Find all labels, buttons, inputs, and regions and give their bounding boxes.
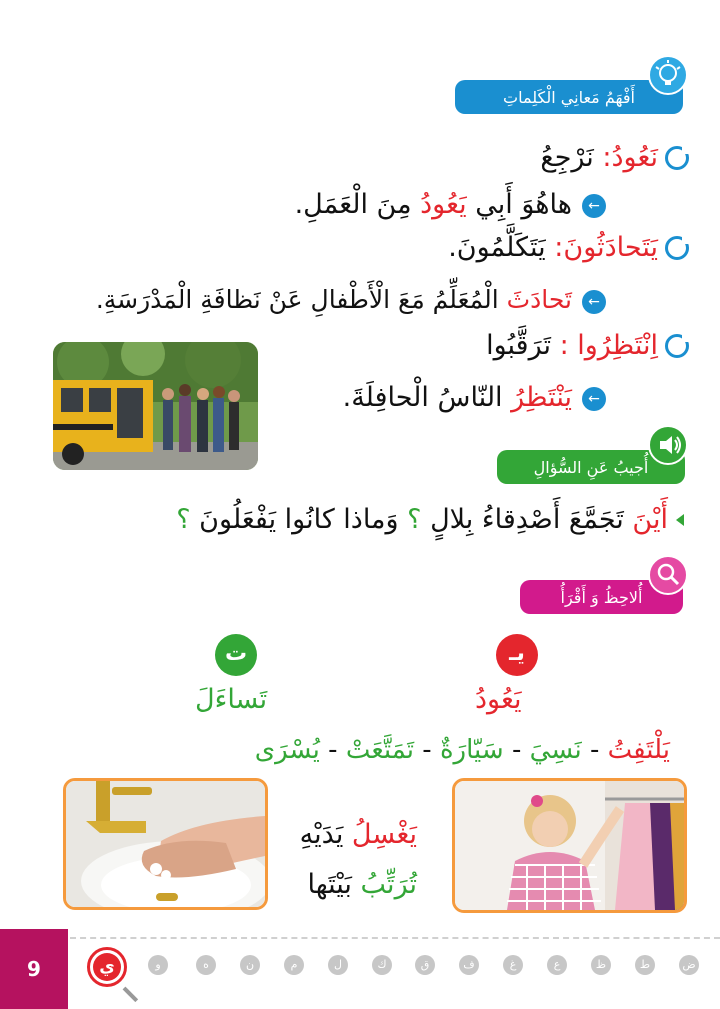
sentence-2 [307,868,417,902]
vocab-word: اِنْتَظِرُوا : [559,330,658,361]
vocab-meaning: يَتَكَلَّمُونَ. [448,232,555,263]
school-bus-photo [53,342,258,470]
question-part: وَماذا كانُوا يَفْعَلُونَ [190,504,408,535]
speaker-icon [648,425,688,465]
alphabet-letter: ف [459,955,479,975]
example-highlight: يَنْتَظِرُ [511,382,572,413]
meanings-title: أَفْهَمُ مَعانِي الْكَلِماتِ [503,87,635,107]
arrow-bullet-icon: ← [582,290,606,314]
row-word: يُسْرَى [254,735,320,765]
question-mark: ؟ [407,504,422,535]
page-number-box [0,929,68,1009]
ya-word: يَعُودُ [475,684,522,715]
vocab-word: نَعُودُ: [602,142,658,173]
vocab-meaning: تَرَقَّبُوا [486,330,560,361]
row-separator: - [422,735,432,765]
question-title: أُجيبُ عَنِ السُّؤالِ [533,457,649,477]
alphabet-letter: و [148,955,168,975]
arrow-bullet-icon: ← [582,387,606,411]
alphabet-letter: ك [372,955,392,975]
example-row-1 [295,188,572,222]
vocab-row-3 [486,329,658,363]
alphabet-letter: ق [415,955,435,975]
vocab-row-2 [448,231,658,265]
sentence-text: بَيْتَها [307,869,361,900]
ya-badge-letter: يـ [509,641,525,666]
alphabet-letter: ل [328,955,348,975]
page-number: 9 [27,957,41,981]
row-separator: - [328,735,338,765]
magnifier-icon [648,555,688,595]
example-text: هاهُوَ أَبِي [466,189,572,220]
question-text [176,503,668,537]
question-part: تَجَمَّعَ أَصْدِقاءُ بِلالٍ [421,504,633,535]
ta-badge [215,634,257,676]
example-text: الْمُعَلِّمُ مَعَ الْأَطْفالِ عَنْ نَظافَةِ الْمَدْرَسَةِ. [95,285,507,314]
arrow-bullet-icon: ← [582,194,606,218]
alphabet-letter: ه [196,955,216,975]
row-separator: - [511,735,522,765]
vocab-word: يَتَحادَثُونَ: [554,232,658,263]
sentence-1 [300,818,417,852]
observe-title: أُلاحِظُ وَ أَقْرَأُ [560,587,643,607]
current-letter: ي [99,957,115,977]
example-row-3 [343,381,572,415]
row-word: سَيّارَةٌ [439,735,504,765]
alphabet-letter: م [284,955,304,975]
alphabet-letter: ع [547,955,567,975]
alphabet-letter: ن [240,955,260,975]
alphabet-letter: ض [679,955,699,975]
question-bullet-icon [676,514,684,526]
vocab-row-1 [540,141,658,175]
ta-badge-letter: ت [224,641,248,666]
vocab-bullet-icon [665,146,689,170]
vocab-bullet-icon [665,334,689,358]
ya-badge [496,634,538,676]
girl-wardrobe-photo [452,778,687,913]
example-text: مِنَ الْعَمَلِ. [294,189,421,220]
footer-top-line [70,937,720,939]
vocab-meaning: نَرْجِعُ [540,142,603,173]
question-highlight: أَيْنَ [632,504,668,535]
alphabet-letter: ط [635,955,655,975]
example-highlight: تَحادَثَ [506,285,572,314]
meanings-pill [455,80,683,114]
current-letter-badge [87,947,127,987]
sentence-highlight: تُرَتِّبُ [360,869,417,900]
row-word: نَسِيَ [529,735,582,765]
hand-washing-photo [63,778,268,910]
page-footer [0,929,720,1009]
example-text: النّاسُ الْحافِلَةَ. [342,382,512,413]
sentence-highlight: يَغْسِلُ [351,819,417,850]
row-separator: - [589,735,600,765]
alphabet-letter: غ [503,955,523,975]
sentence-text: يَدَيْهِ [299,819,352,850]
row-word: يَلْتَفِتُ [607,735,670,765]
vocab-bullet-icon [665,236,689,260]
example-row-2 [96,283,572,317]
example-highlight: يَعُودُ [420,189,467,220]
lightbulb-icon [648,55,688,95]
ta-word: تَساءَلَ [195,684,268,715]
row-word: تَمَتَّعَتْ [345,735,415,765]
question-mark: ؟ [176,504,191,535]
word-row [255,733,670,767]
alphabet-letter: ظ [591,955,611,975]
